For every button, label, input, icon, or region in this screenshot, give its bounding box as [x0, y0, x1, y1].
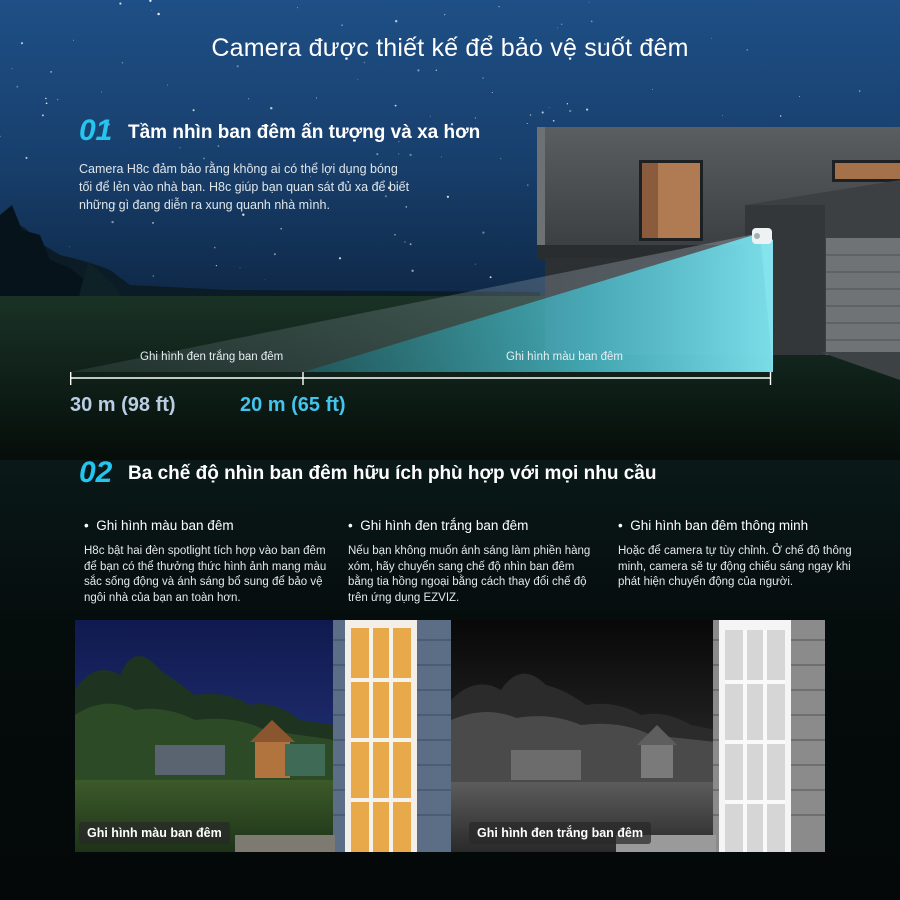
color-photo-caption: Ghi hình màu ban đêm	[79, 822, 230, 844]
color-distance: 20 m (65 ft)	[240, 394, 346, 416]
mode-heading: • Ghi hình ban đêm thông minh	[618, 518, 809, 533]
mode-description: Hoặc để camera tự tùy chỉnh. Ở chế độ thông minh, camera sẽ tự động chiếu sáng ngay khi phát hiện chuyển động của người.	[618, 545, 852, 588]
section-1-number: 01	[79, 114, 113, 147]
mode-column-bw	[348, 518, 593, 606]
page-title: Camera được thiết kế để bảo vệ suốt đêm	[211, 34, 689, 62]
mode-description: H8c bật hai đèn spotlight tích hợp vào ban đêm để bạn có thể thưởng thức hình ảnh mang màu sắc sống động và ánh sáng bổ sung để bảo vệ ngôi nhà của bạn an toàn hơn.	[84, 545, 327, 604]
mode-heading-text: Ghi hình màu ban đêm	[96, 518, 234, 533]
section-2-number: 02	[79, 456, 113, 489]
mode-heading: • Ghi hình đen trắng ban đêm	[348, 518, 529, 533]
mode-heading: • Ghi hình màu ban đêm	[84, 518, 234, 533]
bw-range-label: Ghi hình đen trắng ban đêm	[140, 351, 284, 363]
section-1-description: Camera H8c đảm bảo rằng không ai có thể lợi dụng bóng tối để lẻn vào nhà bạn. H8c giúp bạn quan sát đủ xa để biết những gì đang diễn ra xung quanh nhà mình.	[79, 162, 410, 212]
section-1-title: Tầm nhìn ban đêm ấn tượng và xa hơn	[128, 122, 481, 143]
mode-heading-text: Ghi hình đen trắng ban đêm	[360, 518, 529, 533]
bw-photo-caption: Ghi hình đen trắng ban đêm	[469, 822, 651, 844]
mode-description: Nếu bạn không muốn ánh sáng làm phiền hàng xóm, hãy chuyển sang chế độ nhìn ban đêm bằng tia hồng ngoại bằng cách thay đổi chế độ trên ứng dụng EZVIZ.	[348, 545, 591, 604]
mode-column-smart	[618, 518, 868, 591]
bw-night-photo	[451, 620, 825, 852]
color-night-photo	[75, 620, 451, 852]
bw-distance: 30 m (98 ft)	[70, 394, 176, 416]
section-2-title: Ba chế độ nhìn ban đêm hữu ích phù hợp với mọi nhu cầu	[128, 463, 657, 484]
bw-night-photo-image	[451, 620, 825, 852]
mode-heading-text: Ghi hình ban đêm thông minh	[630, 518, 809, 533]
color-range-label: Ghi hình màu ban đêm	[506, 351, 623, 363]
color-night-photo-image	[75, 620, 451, 852]
mode-column-color	[84, 518, 334, 606]
